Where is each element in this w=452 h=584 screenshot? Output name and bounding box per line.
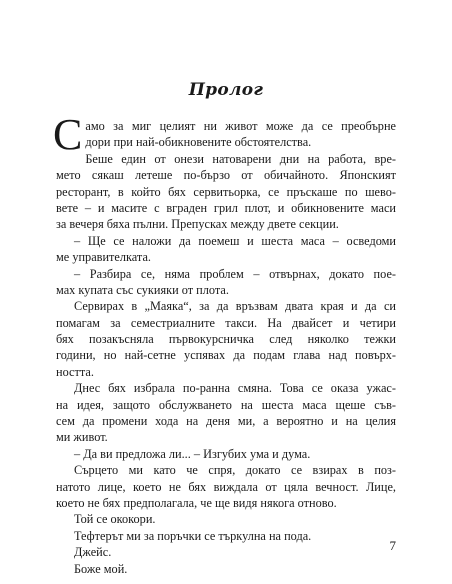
text-line: Сърцето ми като че спря, докато се взирах в поз- bbox=[74, 463, 396, 478]
text-line: години, но най-сетне успявах да подам глава над повърх- bbox=[56, 348, 396, 363]
chapter-body bbox=[53, 110, 396, 577]
text-line: мах купата със сукияки от плота. bbox=[56, 282, 229, 297]
text-line: мето сякаш летеше по-бързо от обичайното. Японският bbox=[56, 168, 396, 183]
chapter-title: Пролог bbox=[188, 80, 264, 100]
text-line: Боже мой. bbox=[74, 561, 128, 576]
text-line: – Разбира се, няма проблем – отвърнах, докато пое- bbox=[74, 266, 396, 281]
text-line: вете – и масите с вграден грил плот, и обикновените маси bbox=[56, 200, 396, 215]
text-line: Беше един от онези натоварени дни на работа, вре- bbox=[85, 151, 396, 166]
text-line: ността. bbox=[56, 364, 94, 379]
text-line: което не бях предполагала, че ще видя някога отново. bbox=[56, 495, 337, 510]
text-line: сем да промени хода на деня ми, а вероятно и на целия bbox=[56, 414, 396, 429]
text-line: бях позакъсняла първокурсничка след няколко тежки bbox=[56, 332, 396, 347]
text-line: Сервирах в „Маяка“, за да връзвам двата края и да си bbox=[74, 299, 396, 314]
text-line: на идея, защото обслужването на шеста маса щеше съв- bbox=[56, 397, 396, 412]
text-line: Днес бях избрала по-ранна смяна. Това се оказа ужас- bbox=[74, 381, 396, 396]
text-line: натото лице, което не бях виждала от цяла вечност. Лице, bbox=[56, 479, 396, 494]
text-line: Тефтерът ми за поръчки се търкулна на пода. bbox=[74, 528, 312, 543]
text-line: Той се ококори. bbox=[74, 512, 156, 527]
drop-cap: С bbox=[53, 110, 83, 159]
text-line: Джейс. bbox=[74, 545, 112, 560]
text-line: амо за миг целият ни живот може да се преобърне bbox=[85, 119, 396, 133]
text-line: ресторант, в който бях сервитьорка, се пръскаше по шево- bbox=[56, 184, 396, 199]
text-line: – Да ви предложа ли... – Изгубих ума и дума. bbox=[74, 446, 311, 461]
text-line: за вечеря бяха пълни. Препусках между двете секции. bbox=[56, 217, 339, 232]
text-line: дори при най-обикновените обстоятелства. bbox=[85, 135, 312, 150]
text-line: помагам за семестриалните такси. На двайсет и четири bbox=[56, 315, 396, 330]
page-number: 7 bbox=[389, 538, 396, 553]
text-line: ми живот. bbox=[56, 430, 108, 445]
text-line: – Ще се наложи да поемеш и шеста маса – осведоми bbox=[74, 233, 396, 248]
text-line: ме управителката. bbox=[56, 250, 151, 265]
